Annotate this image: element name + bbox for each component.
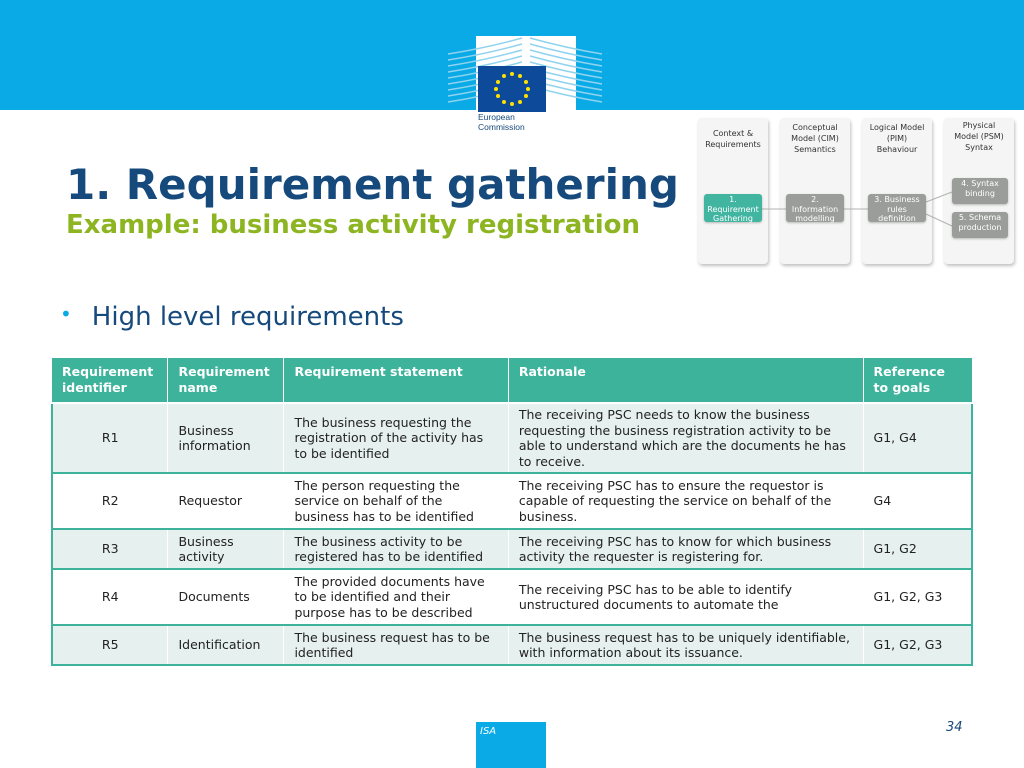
- requirement-rationale: The business request has to be uniquely identifiable, with information about its issuance.: [508, 625, 863, 665]
- logo-text: European Commission: [478, 112, 525, 132]
- requirement-name: Identification: [168, 625, 284, 665]
- column-heading: Logical Model (PIM) Behaviour: [869, 123, 925, 154]
- table-header-row: [52, 358, 972, 403]
- step-information-modelling: 2. Information modelling: [786, 194, 844, 222]
- column-header-goals: Reference to goals: [863, 358, 972, 403]
- column-heading: Context & Requirements: [705, 129, 761, 149]
- bullet-text: High level requirements: [91, 302, 404, 332]
- requirement-id: R4: [52, 569, 168, 625]
- process-diagram: [690, 114, 1020, 272]
- requirement-goals: G1, G4: [863, 403, 972, 473]
- requirement-name: Documents: [168, 569, 284, 625]
- isa-logo: [476, 722, 546, 768]
- table-row: [52, 529, 972, 569]
- requirement-statement: The business activity to be registered has to be identified: [284, 529, 508, 569]
- column-heading: Physical Model (PSM) Syntax: [954, 121, 1004, 152]
- requirement-id: R3: [52, 529, 168, 569]
- column-header-rationale: Rationale: [508, 358, 863, 403]
- requirement-statement: The business requesting the registration of the activity has to be identified: [284, 403, 508, 473]
- requirement-id: R1: [52, 403, 168, 473]
- requirement-statement: The business request has to be identified: [284, 625, 508, 665]
- table-row: [52, 473, 972, 529]
- requirements-table: [51, 358, 973, 666]
- column-heading: Conceptual Model (CIM) Semantics: [791, 123, 839, 154]
- table-row: [52, 569, 972, 625]
- requirement-rationale: The receiving PSC needs to know the business requesting the business registration activity to be able to understand which are the documents he has to receive.: [508, 403, 863, 473]
- column-header-identifier: Requirement identifier: [52, 358, 168, 403]
- requirement-id: R2: [52, 473, 168, 529]
- page-title: 1. Requirement gathering: [66, 160, 679, 209]
- requirement-id: R5: [52, 625, 168, 665]
- isa-logo-text: ISA: [480, 726, 497, 737]
- table-row: [52, 625, 972, 665]
- requirement-statement: The person requesting the service on behalf of the business has to be identified: [284, 473, 508, 529]
- step-syntax-binding: 4. Syntax binding: [952, 178, 1008, 204]
- requirement-rationale: The receiving PSC has to know for which business activity the requester is registering for.: [508, 529, 863, 569]
- requirement-goals: G1, G2, G3: [863, 569, 972, 625]
- requirement-name: Business information: [168, 403, 284, 473]
- requirement-rationale: The receiving PSC has to be able to identify unstructured documents to automate the: [508, 569, 863, 625]
- requirement-goals: G1, G2: [863, 529, 972, 569]
- requirement-goals: G4: [863, 473, 972, 529]
- step-business-rules: 3. Business rules definition: [868, 194, 926, 222]
- page-subtitle: Example: business activity registration: [66, 210, 640, 240]
- column-header-name: Requirement name: [168, 358, 284, 403]
- requirement-statement: The provided documents have to be identified and their purpose has to be described: [284, 569, 508, 625]
- bullet-dot-icon: •: [60, 302, 72, 326]
- requirement-name: Requestor: [168, 473, 284, 529]
- requirement-name: Business activity: [168, 529, 284, 569]
- table-row: [52, 403, 972, 473]
- step-requirement-gathering: 1. Requirement Gathering: [704, 194, 762, 222]
- bullet-item: [60, 302, 404, 332]
- requirement-rationale: The receiving PSC has to ensure the requestor is capable of requesting the service on behalf of the business.: [508, 473, 863, 529]
- requirement-goals: G1, G2, G3: [863, 625, 972, 665]
- step-schema-production: 5. Schema production: [952, 212, 1008, 238]
- column-header-statement: Requirement statement: [284, 358, 508, 403]
- page-number: 34: [946, 720, 963, 735]
